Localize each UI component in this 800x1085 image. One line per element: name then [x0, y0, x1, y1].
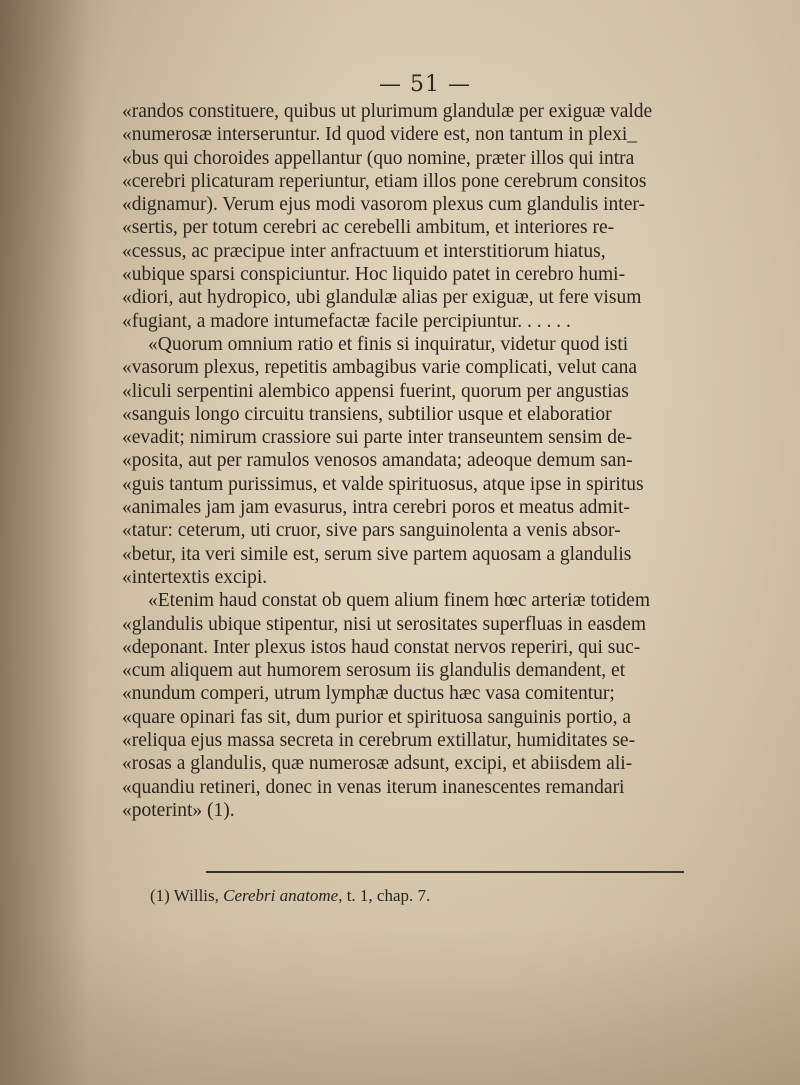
text-line: «ubique sparsi conspiciuntur. Hoc liquido patet in cerebro humi-	[122, 264, 626, 286]
text-line: «guis tantum purissimus, et valde spirituosus, atque ipse in spiritus	[122, 473, 644, 495]
text-line: «tatur: ceterum, uti cruor, sive pars sanguinolenta a venis absor-	[122, 520, 621, 542]
footnote-rest: , t. 1, chap. 7.	[338, 886, 431, 905]
text-line: «randos constituere, quibus ut plurimum glandulæ per exiguæ valde	[122, 101, 653, 122]
text-line: «rosas a glandulis, quæ numerosæ adsunt, excipi, et abiisdem ali-	[122, 753, 633, 775]
footnote-marker: (1) Willis,	[150, 886, 219, 905]
text-line: «quandiu retineri, donec in venas iterum inanescentes remandari	[122, 776, 625, 798]
text-line: «cerebri plicaturam reperiuntur, etiam illos pone cerebrum consitos	[122, 170, 647, 192]
page-number: — 51 —	[379, 72, 471, 97]
text-line: «posita, aut per ramulos venosos amandata; adeoque demum san-	[122, 450, 633, 472]
text-line: «numerosæ interseruntur. Id quod videre est, non tantum in plexi_	[122, 124, 638, 146]
text-line: «Etenim haud constat ob quem alium finem hœc arteriæ totidem	[148, 590, 651, 612]
text-line: «cessus, ac præcipue inter anfractuum et interstitiorum hiatus,	[122, 240, 606, 262]
page-shadow-bottom	[0, 925, 800, 1085]
footnote-rule	[206, 871, 684, 873]
text-line: «animales jam jam evasurus, intra cerebri poros et meatus admit-	[122, 497, 630, 519]
text-line: «vasorum plexus, repetitis ambagibus varie complicati, velut cana	[122, 357, 637, 379]
text-line: «poterint» (1).	[122, 799, 235, 821]
text-line: «deponant. Inter plexus istos haud constat nervos reperiri, qui suc-	[122, 636, 641, 658]
text-line: «cum aliquem aut humorem serosum iis glandulis demandent, et	[122, 660, 626, 682]
text-line: «diori, aut hydropico, ubi glandulæ alias per exiguæ, ut fere visum	[122, 287, 642, 309]
text-line: «sanguis longo circuitu transiens, subtilior usque et elaboratior	[122, 403, 612, 425]
body-text	[122, 100, 712, 822]
page-shadow-left	[0, 0, 90, 1085]
text-line: «betur, ita veri simile est, serum sive partem aquosam a glandulis	[122, 543, 632, 565]
text-line: «fugiant, a madore intumefactæ facile percipiuntur. . . . . .	[122, 310, 571, 332]
text-line: «glandulis ubique stipentur, nisi ut serositates superfluas in easdem	[122, 613, 647, 635]
text-line: «liculi serpentini alembico appensi fuerint, quorum per angustias	[122, 380, 629, 402]
text-line: «bus qui choroides appellantur (quo nomine, præter illos qui intra	[122, 147, 635, 169]
text-line: «sertis, per totum cerebri ac cerebelli ambitum, et interiores re-	[122, 217, 615, 239]
text-line: «reliqua ejus massa secreta in cerebrum extillatur, humiditates se-	[122, 730, 636, 752]
text-line: «Quorum omnium ratio et finis si inquiratur, videtur quod isti	[148, 333, 629, 355]
text-line: «intertextis excipi.	[122, 566, 268, 588]
text-line: «evadit; nimirum crassiore sui parte inter transeuntem sensim de-	[122, 427, 633, 449]
text-line: «dignamur). Verum ejus modi vasorom plexus cum glandulis inter-	[122, 194, 645, 216]
footnote	[150, 886, 430, 906]
text-line: «nundum comperi, utrum lymphæ ductus hæc vasa comitentur;	[122, 683, 615, 705]
footnote-title: Cerebri anatome	[223, 886, 339, 905]
text-line: «quare opinari fas sit, dum purior et spirituosa sanguinis portio, a	[122, 706, 632, 728]
